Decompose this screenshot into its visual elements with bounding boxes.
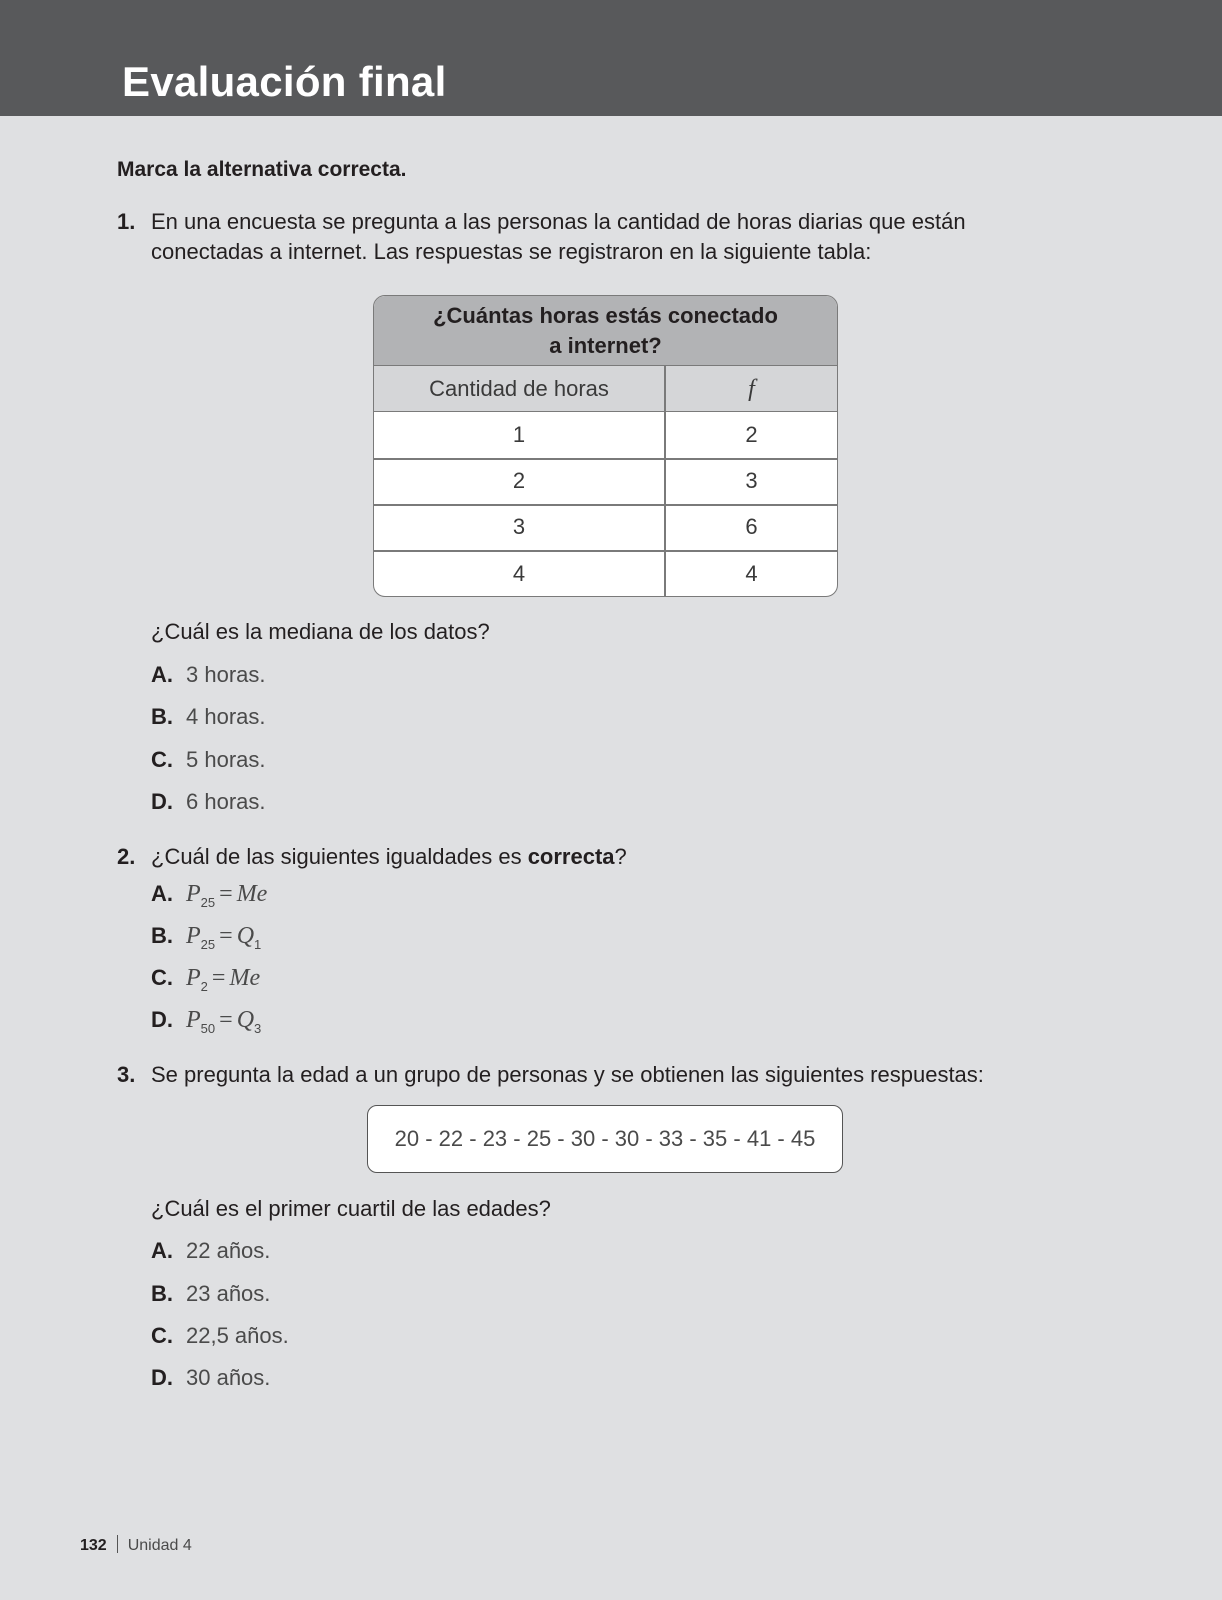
option-letter: A. (151, 881, 173, 906)
table-cell-frequency: 2 (745, 422, 758, 447)
option-text: 3 horas. (186, 662, 266, 687)
option-letter: A. (151, 1238, 173, 1263)
option-letter: C. (151, 747, 173, 772)
unit-label: Unidad 4 (127, 1537, 192, 1554)
column-divider (664, 366, 666, 597)
page-number: 132 (80, 1537, 107, 1554)
option-formula (186, 963, 260, 1002)
option-letter: C. (151, 965, 173, 990)
question-number: 3. (117, 1062, 136, 1087)
column-header-hours: Cantidad de horas (429, 376, 609, 401)
table-cell-hours: 2 (512, 468, 526, 493)
option-formula (186, 879, 267, 918)
formula-left: P (186, 1007, 201, 1033)
formula-equals: = (211, 965, 226, 991)
option-letter: B. (151, 923, 173, 948)
formula-equals: = (219, 881, 233, 907)
question-number: 2. (117, 844, 136, 869)
formula-left-subscript: 2 (200, 978, 208, 994)
table-cell-hours: 3 (512, 514, 526, 539)
formula-right: Me (236, 881, 268, 907)
formula-right-subscript: 3 (254, 1020, 262, 1036)
table-title-line1: ¿Cuántas horas estás conectado (433, 303, 778, 328)
ages-data-box: 20 - 22 - 23 - 25 - 30 - 30 - 33 - 35 - 41 - 45 (367, 1105, 843, 1173)
table-title (374, 296, 837, 366)
hours-table (373, 295, 838, 597)
footer-separator (117, 1535, 118, 1553)
option-letter: B. (151, 1281, 173, 1306)
table-cell-hours: 1 (512, 422, 526, 447)
formula-left: P (186, 965, 201, 991)
question-text (151, 842, 1051, 872)
option-text: 23 años. (186, 1281, 271, 1306)
formula-equals: = (219, 1007, 233, 1033)
option-letter: D. (151, 1365, 173, 1390)
option-text: 5 horas. (186, 747, 266, 772)
page-title: Evaluación final (122, 58, 447, 105)
table-cell-frequency: 4 (745, 561, 758, 586)
formula-left: P (186, 923, 201, 949)
option-letter: B. (151, 704, 173, 729)
table-column-header (374, 366, 837, 412)
question-3-prompt: ¿Cuál es el primer cuartil de las edades? (151, 1196, 551, 1221)
formula-left-subscript: 25 (200, 936, 216, 952)
option-text: 4 horas. (186, 704, 266, 729)
option-formula (186, 1005, 261, 1044)
option-text: 30 años. (186, 1365, 271, 1390)
question-text-before: ¿Cuál de las siguientes igualdades es (151, 844, 528, 869)
option-text: 6 horas. (186, 789, 266, 814)
column-header-frequency: f (748, 376, 755, 402)
formula-right: Me (229, 965, 261, 991)
instruction: Marca la alternativa correcta. (117, 158, 407, 181)
option-text: 22 años. (186, 1238, 271, 1263)
question-1-prompt: ¿Cuál es la mediana de los datos? (151, 619, 490, 644)
question-text: Se pregunta la edad a un grupo de personas y se obtienen las siguientes respuestas: (151, 1062, 984, 1087)
option-letter: A. (151, 662, 173, 687)
formula-right: Q (236, 923, 255, 949)
question-text: En una encuesta se pregunta a las personas la cantidad de horas diarias que están conectadas a internet. Las respuestas se registraron en la siguiente tabla: (151, 209, 966, 264)
question-text-after: ? (614, 844, 627, 869)
formula-equals: = (219, 923, 233, 949)
formula-right-subscript: 1 (254, 936, 262, 952)
formula-left-subscript: 50 (200, 1020, 216, 1036)
table-cell-frequency: 3 (745, 468, 758, 493)
formula-left: P (186, 881, 201, 907)
option-text: 22,5 años. (186, 1323, 289, 1348)
page-footer (80, 1535, 192, 1555)
header-bar (0, 0, 1222, 116)
table-title-line2: a internet? (549, 333, 662, 358)
option-formula (186, 921, 261, 960)
table-cell-hours: 4 (512, 561, 526, 586)
question-number: 1. (117, 209, 136, 234)
option-letter: C. (151, 1323, 173, 1348)
option-letter: D. (151, 1007, 173, 1032)
question-text-bold: correcta (527, 844, 615, 869)
formula-left-subscript: 25 (200, 894, 216, 910)
formula-right: Q (236, 1007, 255, 1033)
option-letter: D. (151, 789, 173, 814)
table-cell-frequency: 6 (745, 514, 758, 539)
